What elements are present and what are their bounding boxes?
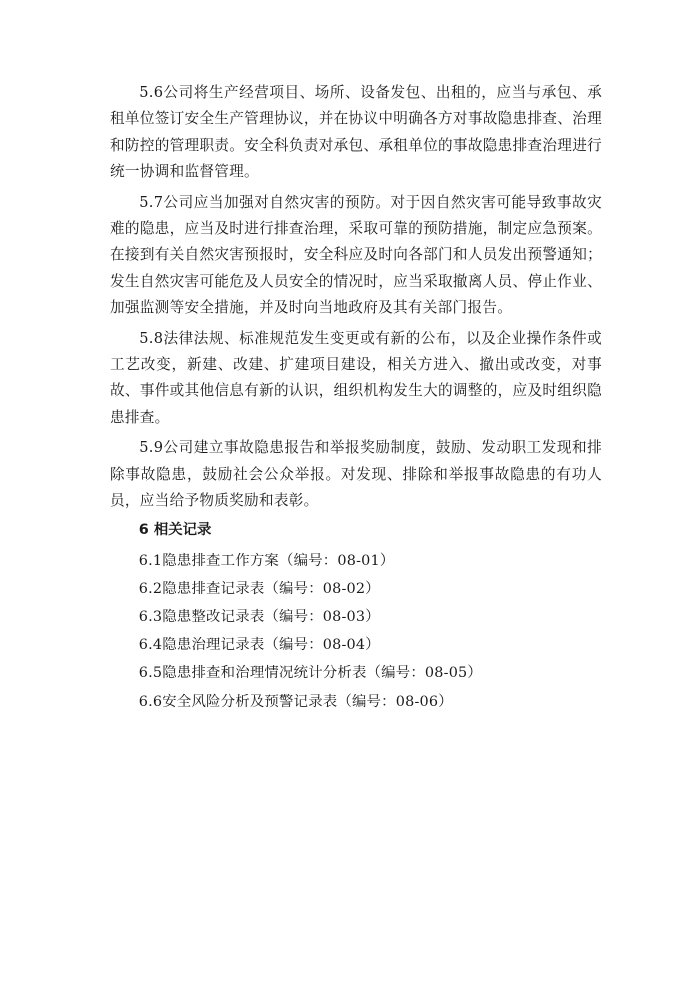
record-item: 6.6安全风险分析及预警记录表（编号：08-06） — [138, 693, 453, 710]
section-heading-related-records: 6 相关记录 — [138, 521, 212, 538]
document-body — [110, 80, 602, 716]
paragraph-5-9: 5.9公司建立事故隐患报告和举报奖励制度，鼓励、发动职工发现和排除事故隐患，鼓励社会公众举报。对发现、排除和举报事故隐患的有功人员，应当给予物质奖励和表彰。 — [110, 439, 602, 510]
records-list — [110, 547, 602, 716]
record-item: 6.5隐患排查和治理情况统计分析表（编号：08-05） — [138, 665, 482, 682]
record-item: 6.2隐患排查记录表（编号：08-02） — [138, 580, 380, 597]
record-item: 6.3隐患整改记录表（编号：08-03） — [138, 608, 380, 625]
paragraph-5-8: 5.8法律法规、标准规范发生变更或有新的公布，以及企业操作条件或工艺改变，新建、改建、扩建项目建设，相关方进入、撤出或改变，对事故、事件或其他信息有新的认识，组织机构发生大的调整的，应及时组织隐患排查。 — [110, 329, 602, 426]
record-item: 6.1隐患排查工作方案（编号：08-01） — [138, 552, 395, 569]
paragraph-5-6: 5.6公司将生产经营项目、场所、设备发包、出租的，应当与承包、承租单位签订安全生产管理协议，并在协议中明确各方对事故隐患排查、治理和防控的管理职责。安全科负责对承包、承租单位的事故隐患排查治理进行统一协调和监督管理。 — [110, 84, 602, 181]
record-item: 6.4隐患治理记录表（编号：08-04） — [138, 637, 380, 654]
paragraph-5-7: 5.7公司应当加强对自然灾害的预防。对于因自然灾害可能导致事故灾难的隐患，应当及时进行排查治理，采取可靠的预防措施，制定应急预案。在接到有关自然灾害预报时，安全科应及时向各部门和人员发出预警通知；发生自然灾害可能危及人员安全的情况时，应当采取撤离人员、停止作业、加强监测等安全措施，并及时向当地政府及其有关部门报告。 — [110, 193, 602, 317]
